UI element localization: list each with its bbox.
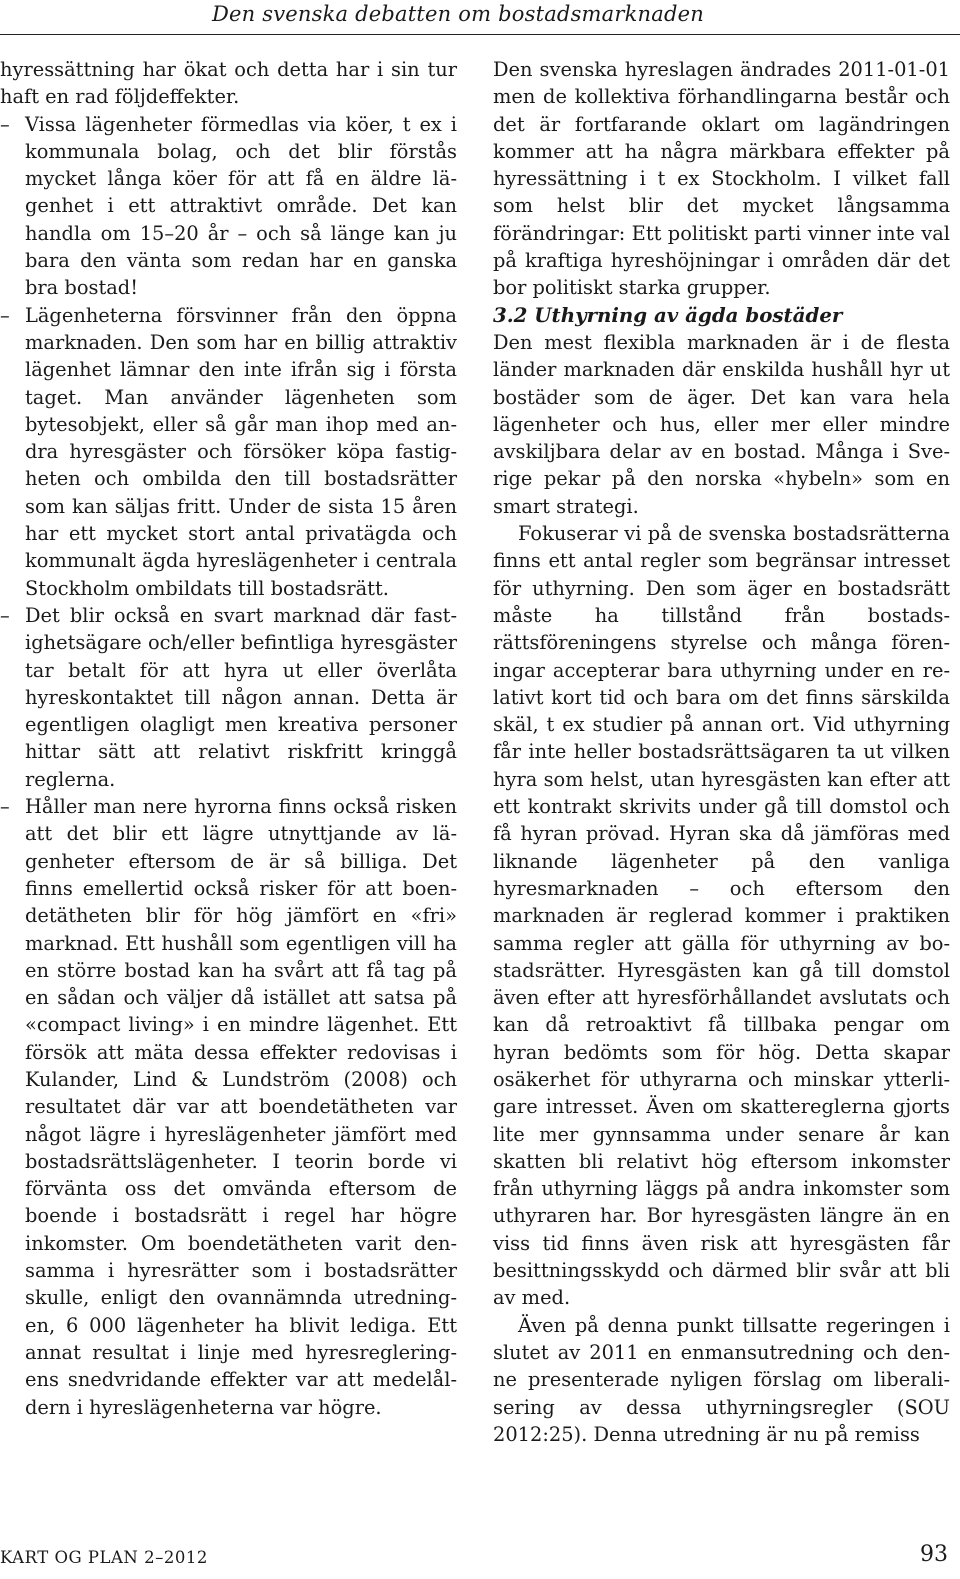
- body-paragraph: Den svenska hyreslagen ändrades 2011-01-01 men de kollektiva förhandlingarna består och det är fortfarande oklart om lagändringen kommer att ha några märkbara effekter på hyressättning i t ex Stockholm. I vilket fall som helst blir det mycket långsamma förändringar: Ett politiskt parti vinner inte val på kraftiga hyreshöjningar i områden där det bor politiskt starka grupper.: [493, 58, 950, 300]
- footer-journal: [0, 1548, 208, 1567]
- section-heading: 3.2 Uthyrning av ägda bostäder: [493, 302, 843, 327]
- journal-name: KART OG PLAN: [0, 1548, 139, 1567]
- left-column: [0, 56, 457, 1421]
- list-item: – Det blir också en svart marknad där fastighetsägare och/eller befintliga hyresgäster tar betalt för att hyra ut eller överlåta hyreskontaktet till någon annan. Detta är egentligen olagligt men kreativa personer hittar sätt att relativt riskfritt kringgå reglerna.: [0, 602, 457, 793]
- journal-issue: 2–2012: [144, 1548, 208, 1567]
- body-paragraph: Även på denna punkt tillsatte regeringen i slutet av 2011 en enmansutredning och denne presenterade nyligen förslag om liberalisering av dessa uthyrningsregler (SOU 2012:25). Denna utredning är nu på remiss: [493, 1313, 950, 1446]
- body-paragraph: Den mest flexibla marknaden är i de flesta länder marknaden där enskilda hushåll hyr ut bostäder som de äger. Det kan vara hela lägenheter och hus, eller mer eller mindre avskiljbara delar av en bostad. Många i Sverige pekar på den norska «hybeln» som en smart strategi.: [493, 330, 950, 518]
- effects-list: [0, 111, 457, 1421]
- page-number: 93: [920, 1542, 948, 1567]
- right-column: [493, 56, 950, 1448]
- list-item: – Lägenheterna försvinner från den öppna marknaden. Den som har en billig attraktiv lägenhet lämnar den inte ifrån sig i första taget. Man använder lägenheten som bytesobjekt, eller så går man ihop med andra hyresgäster och försöker köpa fastigheten och ombilda den till bostadsrätter som kan säljas fritt. Under de sista 15 åren har ett mycket stort antal privatägda och kommunalt ägda hyreslägenheter i centrala Stockholm ombildats till bostadsrätt.: [0, 302, 457, 602]
- body-paragraph: Fokuserar vi på de svenska bostadsrätterna finns ett antal regler som begränsar intresset för uthyrning. Den som äger en bostadsrätt måste ha tillstånd från bostadsrättsföreningens styrelse och många föreningar accepterar bara uthyrning under en relativt kort tid och bara om det finns särskilda skäl, t ex studier på annan ort. Vid uthyrning får inte heller bostadsrättsägaren ta ut vilken hyra som helst, utan hyresgästen kan efter att ett kontrakt skrivits under gå till domstol och få hyran prövad. Hyran ska då jämföras med liknande lägenheter på den vanliga hyresmarknaden – och eftersom den marknaden är reglerad kommer i praktiken samma regler att gälla för uthyrning av bostadsrätter. Hyresgästen kan gå till domstol även efter att hyresförhållandet avslutats och kan då retroaktivt få tillbaka pengar om hyran bedömts som för hög. Detta skapar osäkerhet för uthyrarna och minskar ytterligare intresset. Även om skattereglerna gjorts lite mer gynnsamma under senare år kan skatten bli relativt hög eftersom inkomster från uthyrning läggs på andra inkomster som uthyraren har. Bor hyresgästen längre än en viss tid finns även risk att hyresgästen får besittningsskydd och därmed blir svår att bli av med.: [493, 522, 950, 1310]
- running-head: [0, 0, 960, 35]
- running-head-title: Den svenska debatten om bostadsmarknaden: [211, 2, 704, 26]
- list-item: – Vissa lägenheter förmedlas via köer, t ex i kommunala bolag, och det blir förstås mycket långa köer för att få en äldre lägenhet i ett attraktivt område. Det kan handla om 15–20 år – och så länge kan ju bara den vänta som redan har en ganska bra bostad!: [0, 111, 457, 302]
- list-item: – Håller man nere hyrorna finns också risken att det blir ett lägre utnyttjande av lägenheter eftersom de är så billiga. Det finns emellertid också risker för att boendetätheten blir för hög jämfört en «fri» marknad. Ett hushåll som egentligen vill ha en större bostad kan ha svårt att få tag på en sådan och väljer då istället att satsa på «compact living» i en mindre lägenhet. Ett försök att mäta dessa effekter redovisas i Kulander, Lind & Lundström (2008) och resultatet där var att boendetätheten var något lägre i hyreslägenheter jämfört med bostadsrättslägenheter. I teorin borde vi förvänta oss det omvända eftersom de boende i bostadsrätt i regel har högre inkomster. Om boendetätheten varit densamma i hyresrätter som i bostadsrätter skulle, enligt den ovannämnda utredningen, 6 000 lägenheter ha blivit lediga. Ett annat resultat i linje med hyresregleringens snedvridande effekter var att medelåldern i hyreslägenheterna var högre.: [0, 793, 457, 1421]
- left-intro-paragraph: hyressättning har ökat och detta har i sin tur haft en rad följdeffekter.: [0, 58, 457, 109]
